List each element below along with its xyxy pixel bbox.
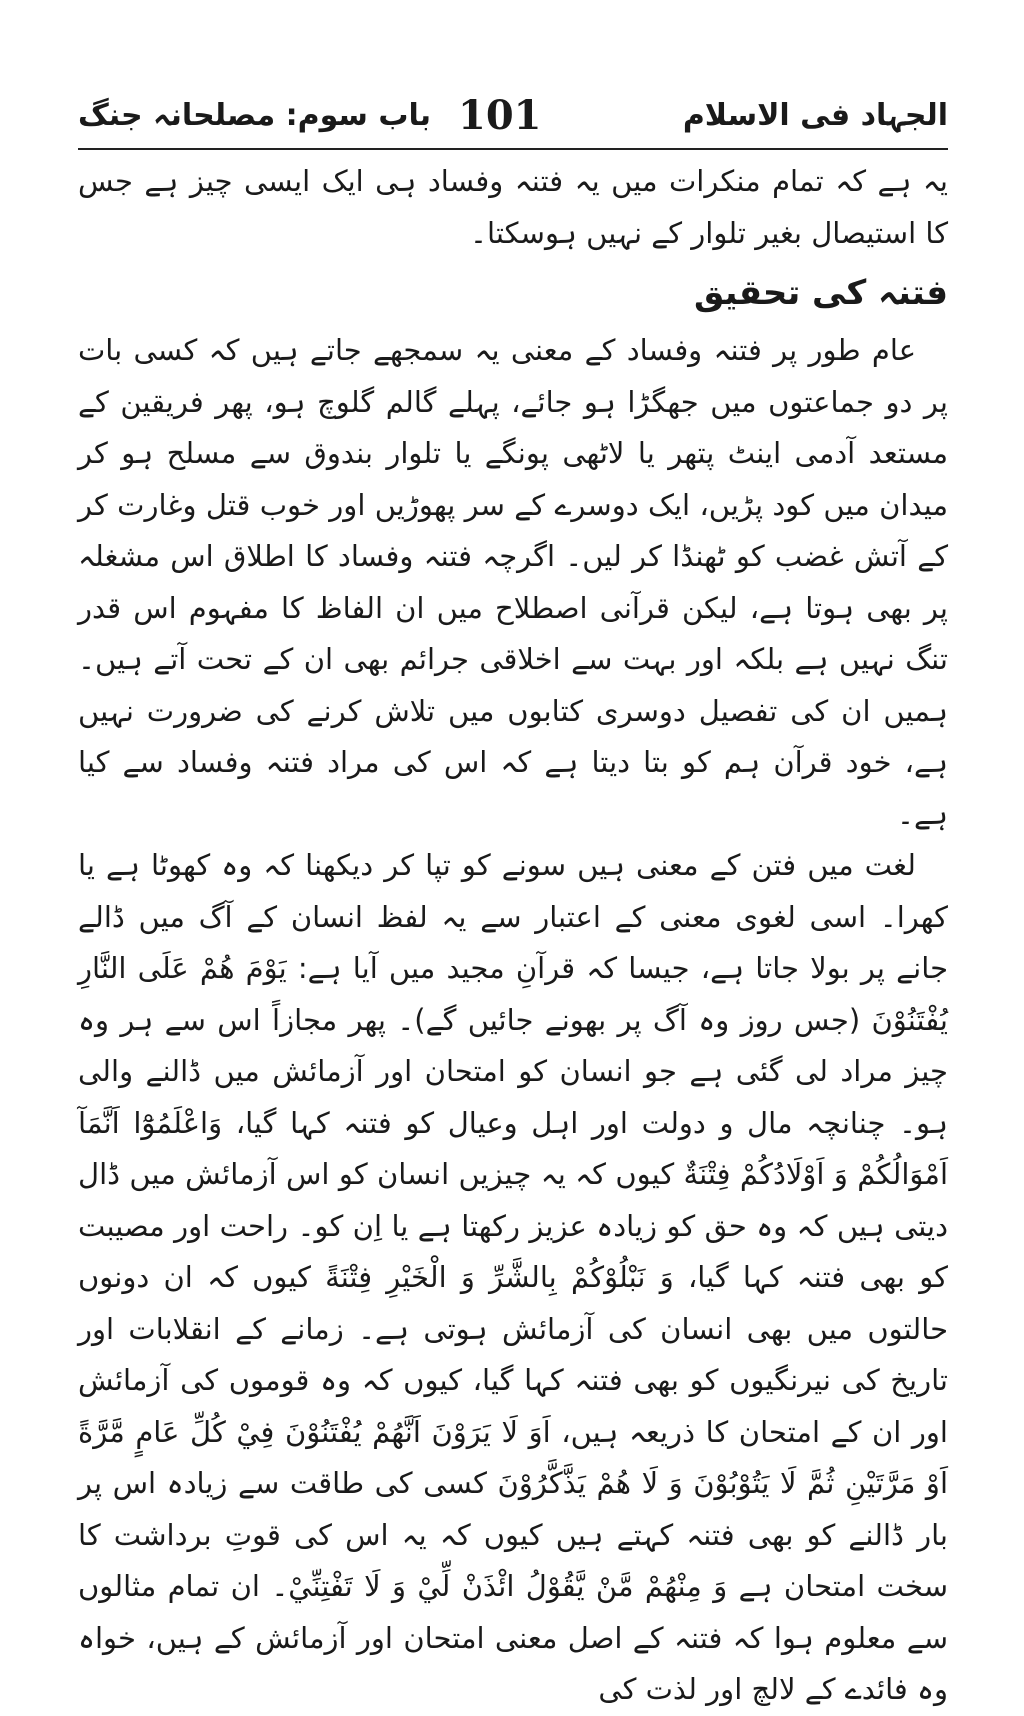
book-page <box>78 92 948 1706</box>
paragraph: لغت میں فتن کے معنی ہیں سونے کو تپا کر دیکھنا کہ وہ کھوٹا ہے یا کھرا۔ اسی لغوی معنی کے اعتبار سے یہ لفظ انسان کے آگ میں ڈالے جانے پر بولا جاتا ہے، جیسا کہ قرآنِ مجید میں آیا ہے: یَوْمَ هُمْ عَلَى النَّارِ يُفْتَنُوْنَ (جس روز وہ آگ پر بھونے جائیں گے)۔ پھر مجازاً اس سے ہر وہ چیز مراد لی گئی ہے جو انسان کو امتحان اور آزمائش میں ڈالنے والی ہو۔ چنانچہ مال و دولت اور اہل وعیال کو فتنہ کہا گیا، وَاعْلَمُوْٓا اَنَّمَآ اَمْوَالُكُمْ وَ اَوْلَادُكُمْ فِتْنَةٌ کیوں کہ یہ چیزیں انسان کو اس آزمائش میں ڈال دیتی ہیں کہ وہ حق کو زیادہ عزیز رکھتا ہے یا اِن کو۔ راحت اور مصیبت کو بھی فتنہ کہا گیا، وَ نَبْلُوْكُمْ بِالشَّرِّ وَ الْخَيْرِ فِتْنَةً کیوں کہ ان دونوں حالتوں میں بھی انسان کی آزمائش ہوتی ہے۔ زمانے کے انقلابات اور تاریخ کی نیرنگیوں کو بھی فتنہ کہا گیا، کیوں کہ وہ قوموں کی آزمائش اور ان کے امتحان کا ذریعہ ہیں، اَوَ لَا يَرَوْنَ اَنَّهُمْ يُفْتَنُوْنَ فِيْ كُلِّ عَامٍ مَّرَّةً اَوْ مَرَّتَيْنِ ثُمَّ لَا يَتُوْبُوْنَ وَ لَا هُمْ يَذَّكَّرُوْنَ کسی کی طاقت سے زیادہ اس پر بار ڈالنے کو بھی فتنہ کہتے ہیں کیوں کہ یہ اس کی قوتِ برداشت کا سخت امتحان ہے وَ مِنْهُمْ مَّنْ يَّقُوْلُ ائْذَنْ لِّيْ وَ لَا تَفْتِنِّيْ۔ ان تمام مثالوں سے معلوم ہوا کہ فتنہ کے اصل معنی امتحان اور آزمائش کے ہیں، خواہ وہ فائدے کے لالچ اور لذت کی <box>78 848 948 1706</box>
page-header <box>78 92 948 150</box>
paragraph: عام طور پر فتنہ وفساد کے معنی یہ سمجھے جاتے ہیں کہ کسی بات پر دو جماعتوں میں جھگڑا ہو جائے، پہلے گالم گلوچ ہو، پھر فریقین کے مستعد آدمی اینٹ پتھر یا لاٹھی پونگے یا تلوار بندوق سے مسلح ہو کر میدان میں کود پڑیں، ایک دوسرے کے سر پھوڑیں اور خوب قتل وغارت کر کے آتش غضب کو ٹھنڈا کر لیں۔ اگرچہ فتنہ وفساد کا اطلاق اس مشغلہ پر بھی ہوتا ہے، لیکن قرآنی اصطلاح میں ان الفاظ کا مفہوم اس قدر تنگ نہیں ہے بلکہ اور بہت سے اخلاقی جرائم بھی ان کے تحت آتے ہیں۔ ہمیں ان کی تفصیل دوسری کتابوں میں تلاش کرنے کی ضرورت نہیں ہے، خود قرآن ہم کو بتا دیتا ہے کہ اس کی مراد فتنہ وفساد سے کیا ہے۔ <box>78 333 948 831</box>
page-body <box>78 156 948 1716</box>
chapter-title: باب سوم: مصلحانہ جنگ <box>78 98 431 133</box>
paragraph: یہ ہے کہ تمام منکرات میں یہ فتنہ وفساد ہی ایک ایسی چیز ہے جس کا استیصال بغیر تلوار کے نہیں ہوسکتا۔ <box>78 164 948 250</box>
page-number: 101 <box>458 92 542 139</box>
book-title: الجہاد فی الاسلام <box>682 98 948 133</box>
section-heading: فتنہ کی تحقیق <box>693 273 948 313</box>
